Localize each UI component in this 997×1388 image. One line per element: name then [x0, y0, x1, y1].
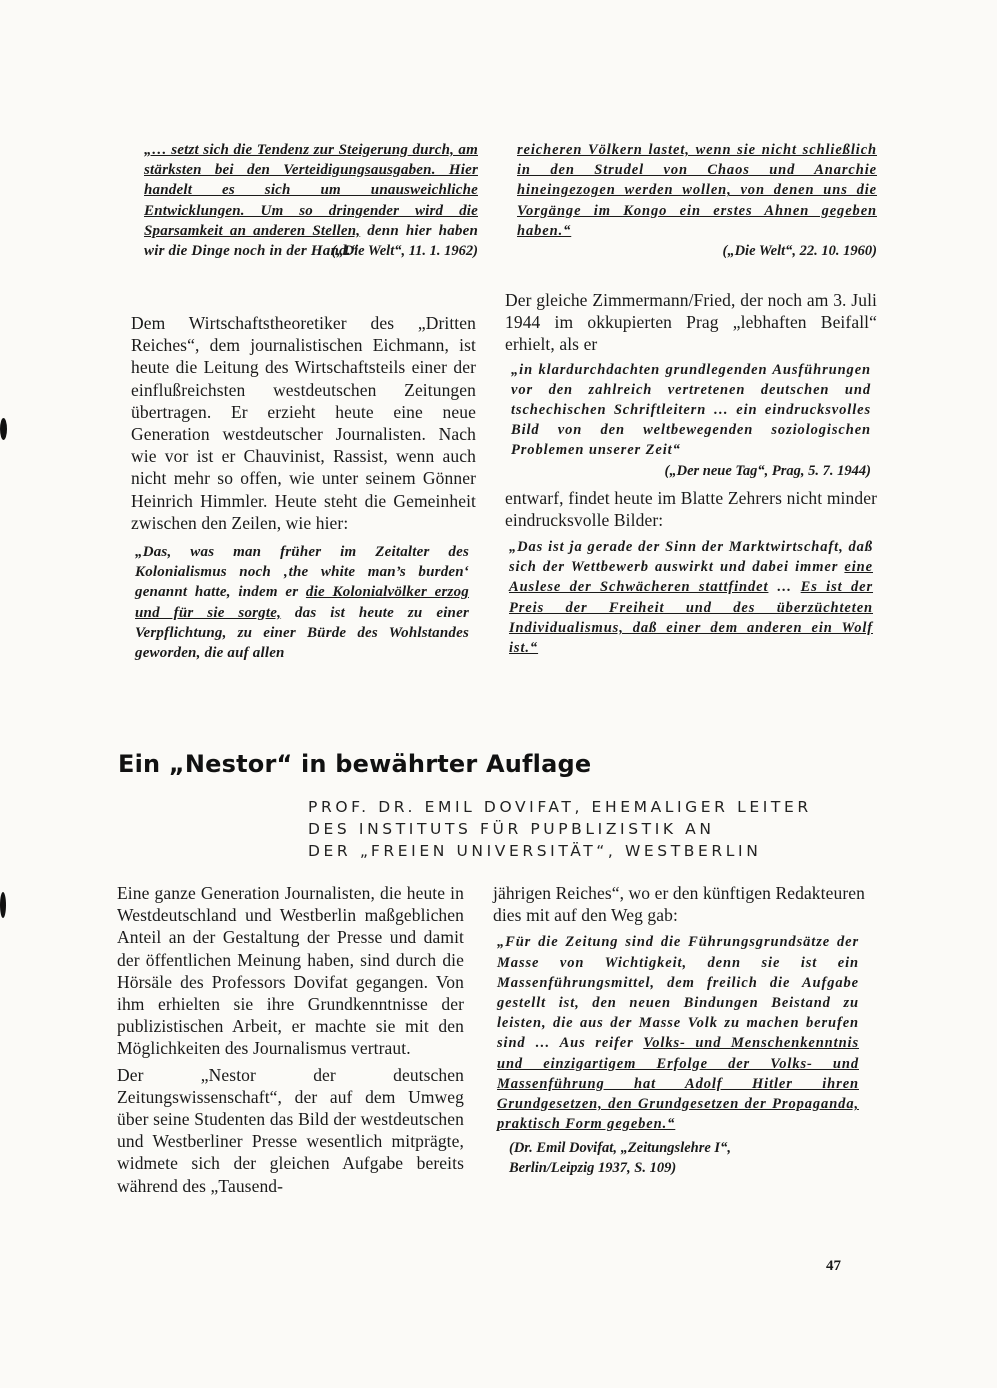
paragraph-zimmermann: Der gleiche Zimmermann/Fried, der noch am 3. Juli 1944 im okkupierten Prag „lebhaften Beifall“ erhielt, als er [505, 290, 877, 355]
paragraph-eichmann: Dem Wirtschaftstheoretiker des „Dritten Reiches“, dem journalistischen Eichmann, ist heute die Leitung des Wirtschaftsteils einer der einflußreichsten westdeutschen Zeitungen übertragen. Er erzieht heute eine neue Generation westdeutscher Journalisten. Nach wie vor ist er Chauvinist, Rassist, wenn auch nicht mehr so offen, wie unter seinem Gönner Heinrich Himmler. Heute steht die Gemeinheit zwischen den Zeilen, wie hier: [131, 313, 476, 533]
paragraph-reiches: jährigen Reiches“, wo er den künftigen Redakteuren dies mit auf den Weg gab: [493, 883, 865, 926]
section-heading: Ein „Nestor“ in bewährter Auflage [118, 750, 592, 778]
page-number: 47 [826, 1258, 841, 1274]
quote-text: „Für die Zeitung sind die Führungsgrundsätze der Masse von Wichtigkeit, denn sie ist ein Massenführungsmittel, dem freilich die Aufgabe gestellt ist, den neuen Bindungen Beistand zu leisten, die aus der Masse Volk zu machen berufen sind … Aus reifer [497, 934, 859, 1052]
quote-marktwirtschaft [509, 537, 873, 658]
source-line: (Dr. Emil Dovifat, „Zeitungslehre I“, [509, 1140, 731, 1157]
right-column-bottom [493, 882, 865, 1178]
quote-source: („Die Welt“, 22. 10. 1960) [722, 243, 877, 260]
left-column-top [144, 140, 478, 261]
quote-source: („Die Welt“, 11. 1. 1962) [331, 243, 478, 260]
quote-source: („Der neue Tag“, Prag, 5. 7. 1944) [664, 462, 871, 479]
subtitle-line: DER „FREIEN UNIVERSITÄT“, WESTBERLIN [308, 842, 762, 860]
paragraph-nestor: Der „Nestor der deutschen Zeitungswissenschaft“, der auf dem Umweg über seine Studenten das Bild der westdeutschen und Westberliner Presse wesentlich mitprägte, widmete sich der gleichen Aufgabe bereits während des „Tausend- [117, 1064, 464, 1196]
left-column-bottom [117, 882, 464, 1197]
right-column-body [505, 289, 877, 658]
quote-source [509, 1138, 865, 1178]
source-line: Berlin/Leipzig 1937, S. 109) [509, 1160, 677, 1177]
quote-die-welt-1960 [517, 140, 877, 241]
underlined-text: Volks- und Menschenkenntnis und einzigartigem Erfolge der Volks- und Massenführung hat Adolf Hitler ihren Grundgesetzen, den Grundgesetzen der Propaganda, praktisch Form gegeben.“ [497, 1035, 860, 1133]
paragraph-generation: Eine ganze Generation Journalisten, die heute in Westdeutschland und Westberlin maßgeblichen Anteil an der Gestaltung der Presse und damit der öffentlichen Meinung haben, sind durch die Hörsäle des Professors Dovifat gegangen. Von ihm erhielten sie ihre Grundkenntnisse der publizistischen Arbeit, er machte sie mit den Möglichkeiten des Journalismus vertraut. [117, 883, 464, 1059]
right-column-top [517, 140, 877, 261]
quote-der-neue-tag: „in klardurchdachten grundlegenden Ausführungen vor den zahlreich vertretenen deutschen und tschechischen Schriftleitern … ein eindrucksvolles Bild von den weltbewegenden soziologischen Problemen unserer Zeit“ [511, 361, 871, 459]
underlined-text: reicheren Völkern lastet, wenn sie nicht schließlich in den Strudel von Chaos und Anarchie hineingezogen werden wollen, von denen uns die Vorgänge im Kongo ein erstes Ahnen gegeben haben.“ [517, 142, 877, 239]
quote-text: „Das ist ja gerade der Sinn der Marktwirtschaft, daß sich der Wettbewerb auswirkt und dabei immer [509, 539, 873, 576]
quote-dovifat [497, 932, 859, 1134]
quote-text: … [768, 579, 801, 596]
quote-text: „Das, was man früher im Zeitalter des Kolonialismus noch ‚the white man’s burden‘ genannt hatte, indem er [135, 544, 469, 601]
underlined-text: „… setzt sich die Tendenz zur Steigerung durch, am stärksten bei den Verteidigungsausgaben. Hier handelt es sich um unausweichliche Entwicklungen. Um so dringender wird die Sparsamkeit an anderen Stellen, [144, 142, 478, 239]
subtitle-line: DES INSTITUTS FÜR PUPBLIZISTIK AN [308, 820, 715, 838]
quote-kolonialismus [135, 542, 469, 663]
underlined-text: Es ist der Preis der Freiheit und des überzüchteten Individualismus, daß einer dem anderen ein Wolf ist.“ [509, 579, 874, 657]
subtitle-line: PROF. DR. EMIL DOVIFAT, EHEMALIGER LEITER [308, 798, 812, 816]
quote-text: denn hier haben wir die Dinge noch in der Hand.“ [144, 222, 479, 260]
margin-smudge [0, 892, 6, 918]
underlined-text: die Kolonialvölker erzog und für sie sorgte, [135, 584, 469, 621]
underlined-text: eine Auslese der Schwächeren stattfindet [509, 559, 873, 596]
paragraph-zehrers: entwarf, findet heute im Blatte Zehrers nicht minder eindrucksvolle Bilder: [505, 487, 877, 530]
quote-text: das ist heute zu einer Verpflichtung, zu einer Bürde des Wohlstandes geworden, die auf allen [135, 604, 469, 662]
left-column-body [131, 312, 476, 663]
section-subtitle [308, 796, 812, 862]
margin-smudge [0, 418, 7, 440]
